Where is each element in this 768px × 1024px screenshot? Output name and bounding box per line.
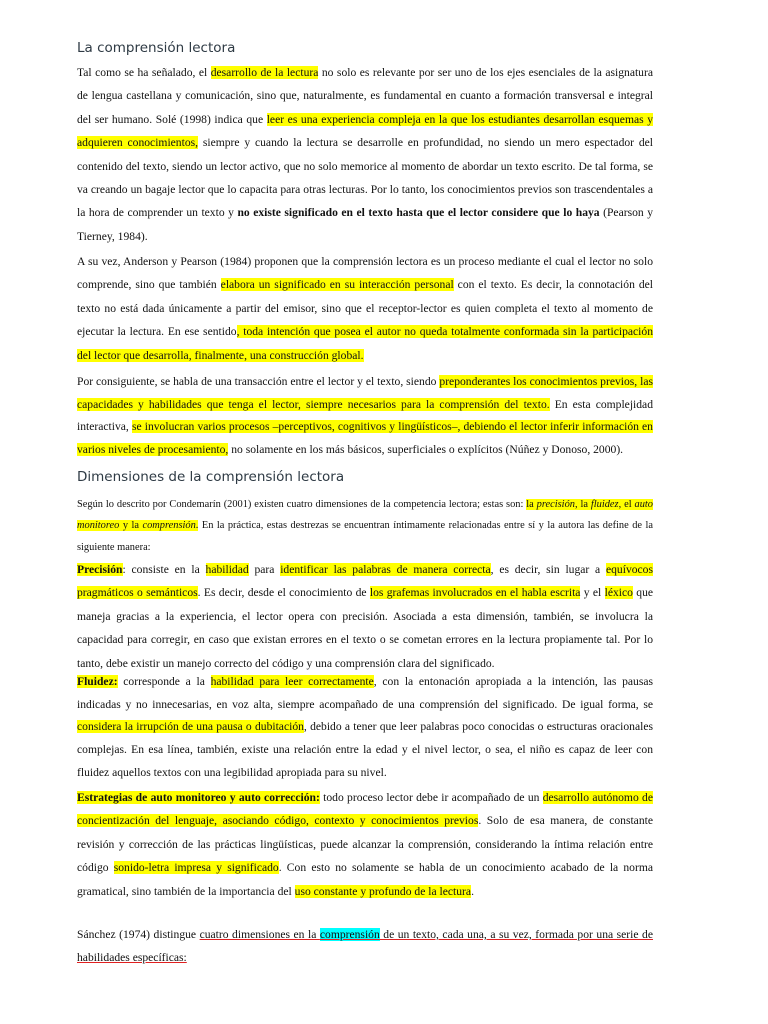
para-4-run: comprensión: [142, 520, 196, 532]
paragraph-precision: [77, 558, 653, 675]
para-7-run: desarrollo autónomo de concientización del lenguaje, asociando código, contexto y conocimientos previos: [77, 791, 653, 828]
para-1-run: leer es una experiencia compleja en la que los estudiantes desarrollan esquemas y adquieren conocimientos,: [77, 112, 654, 150]
para-3-run: se involucran varios procesos –perceptivos, cognitivos y lingüísticos–, debiendo el lector inferir información en varios niveles de procesamiento,: [77, 420, 653, 457]
paragraph-anderson-pearson: [77, 250, 653, 367]
para-5-run: léxico: [604, 586, 633, 600]
para-1-run: Tal como se ha señalado, el: [77, 66, 211, 79]
para-6-run: Fluidez:: [77, 675, 118, 688]
para-2-run: A su vez, Anderson y Pearson (1984) proponen que la comprensión lectora es un proceso mediante el cual el lector no solo comprende, sino que también: [77, 255, 653, 292]
heading-dimensiones: Dimensiones de la comprensión lectora: [77, 469, 345, 485]
para-4-run: , la: [574, 499, 591, 510]
para-4-run: y la: [119, 520, 143, 532]
para-4-run: .: [195, 520, 199, 532]
para-8-run: de un texto, cada una, a su vez, formada por una serie de habilidades específicas:: [77, 928, 653, 965]
para-5-run: identificar las palabras de manera correcta: [280, 563, 491, 576]
para-7-run: uso constante y profundo de la lectura: [294, 884, 472, 898]
para-5-run: equívocos pragmáticos o semánticos: [77, 563, 653, 600]
para-4-run: En la práctica, estas destrezas se encuentran íntimamente relacionadas entre sí y la autora las define de la siguiente manera:: [77, 520, 653, 553]
para-5-run: y el: [580, 586, 605, 600]
para-3-run: no solamente en los más básicos, superficiales o explícitos (Núñez y Donoso, 2000).: [228, 443, 624, 457]
para-5-run: . Es decir, desde el conocimiento de: [197, 586, 370, 600]
heading-comprension-lectora: La comprensión lectora: [77, 40, 236, 56]
para-4-run: auto monitoreo: [77, 499, 653, 532]
paragraph-fluidez: [77, 671, 653, 785]
para-1-run: (Pearson y Tierney, 1984).: [77, 206, 653, 243]
para-7-run: sonido-letra impresa y significado: [113, 861, 279, 875]
paragraph-condemarin: [77, 494, 653, 558]
paragraph-transaccion: [77, 371, 653, 462]
paragraph-sanchez: [77, 923, 653, 970]
para-1-run: siempre y cuando la lectura se desarrolle en profundidad, no siendo un mero espectador del contenido del texto, siendo un lector activo, que no solo memorice al momento de abordar un texto escrito. De tal forma, se va creando un bagaje lector que lo capacita para otras lecturas. Por lo tanto, los conocimientos previos son trascendentales a la hora de comprender un texto y: [77, 136, 653, 220]
para-2-run: con el texto. Es decir, la connotación del texto no está dada únicamente a partir del emisor, sino que el receptor-lector es quien completa el texto al momento de ejecutar la lectura. En ese sentido: [77, 278, 653, 339]
para-7-run: .: [471, 884, 474, 898]
para-4-run: Según lo descrito por Condemarín (2001) existen cuatro dimensiones de la competencia lectora; estas son:: [77, 499, 527, 510]
para-6-run: , debido a tener que leer palabras poco conocidas o estructuras oracionales complejas. En esa línea, también, existe una relación entre la edad y el nivel lector, o sea, el niño es capaz de leer con fluidez aquellos textos con una legibilidad apropiada para su nivel.: [77, 720, 653, 779]
para-7-run: . Solo de esa manera, de constante revisión y corrección de las prácticas lingüísticas, puede alcanzar la comprensión, considerando la íntima relación entre código: [77, 814, 653, 875]
para-5-run: los grafemas involucrados en el habla escrita: [369, 586, 581, 600]
para-4-run: , el: [618, 499, 635, 510]
para-5-run: habilidad: [205, 563, 249, 576]
para-2-run: elabora un significado en su interacción personal: [220, 278, 454, 292]
para-1-run: no existe significado en el texto hasta que el lector considere que lo haya: [237, 206, 600, 220]
para-5-run: que maneja gracias a la experiencia, el lector opera con precisión. Asociada a esta dimensión, también, se involucra la capacidad para corregir, en caso que existan errores en el texto o se cometan errores en la lectura propiamente tal. Por lo tanto, debe existir un manejo correcto del código y una comprensión clara del significado.: [77, 586, 654, 670]
para-5-run: para: [248, 563, 281, 576]
para-6-run: corresponde a la: [117, 675, 211, 688]
para-3-run: preponderantes los conocimientos previos, las capacidades y habilidades que tenga el lector, siempre necesarios para la comprensión del texto.: [77, 375, 654, 411]
para-7-run: todo proceso lector debe ir acompañado de un: [319, 791, 543, 804]
para-5-run: Precisión: [77, 563, 123, 576]
para-7-run: . Con esto no solamente se habla de un conocimiento acabado de la norma gramatical, sino también de la importancia del: [77, 861, 654, 898]
para-6-run: considera la irrupción de una pausa o dubitación: [77, 720, 304, 734]
para-4-run: la: [526, 499, 537, 510]
para-8-run: Sánchez (1974) distingue: [77, 928, 200, 941]
para-3-run: Por consiguiente, se habla de una transacción entre el lector y el texto, siendo: [77, 375, 440, 388]
para-1-run: no solo es relevante por ser uno de los ejes esenciales de la asignatura de lengua castellana y comunicación, sino que, naturalmente, es fundamental en cuanto a formación transversal e integral del ser humano. Solé (1998) indica que: [77, 66, 653, 126]
para-2-run: , toda intención que posea el autor no queda totalmente conformada sin la participación del lector que desarrolla, finalmente, una construcción global.: [77, 325, 653, 362]
para-5-run: , es decir, sin lugar a: [490, 563, 606, 576]
para-7-run: Estrategias de auto monitoreo y auto corrección:: [77, 791, 320, 804]
para-8-run: comprensión: [319, 928, 380, 941]
para-5-run: : consiste en la: [122, 563, 206, 576]
para-4-run: fluidez: [590, 499, 619, 510]
para-4-run: precisión: [536, 499, 575, 510]
paragraph-intro: [77, 61, 653, 248]
paragraph-auto-monitoreo: [77, 786, 653, 903]
para-3-run: En esta complejidad interactiva,: [77, 397, 654, 434]
para-8-run: cuatro dimensiones en la: [199, 928, 320, 941]
para-1-run: desarrollo de la lectura: [210, 66, 319, 79]
para-6-run: , con la entonación apropiada a la intención, las pausas indicadas y no innecesarias, en voz alta, siempre acompañado de una comprensión del significado. De igual forma, se: [77, 675, 654, 711]
para-6-run: habilidad para leer correctamente: [210, 675, 374, 688]
